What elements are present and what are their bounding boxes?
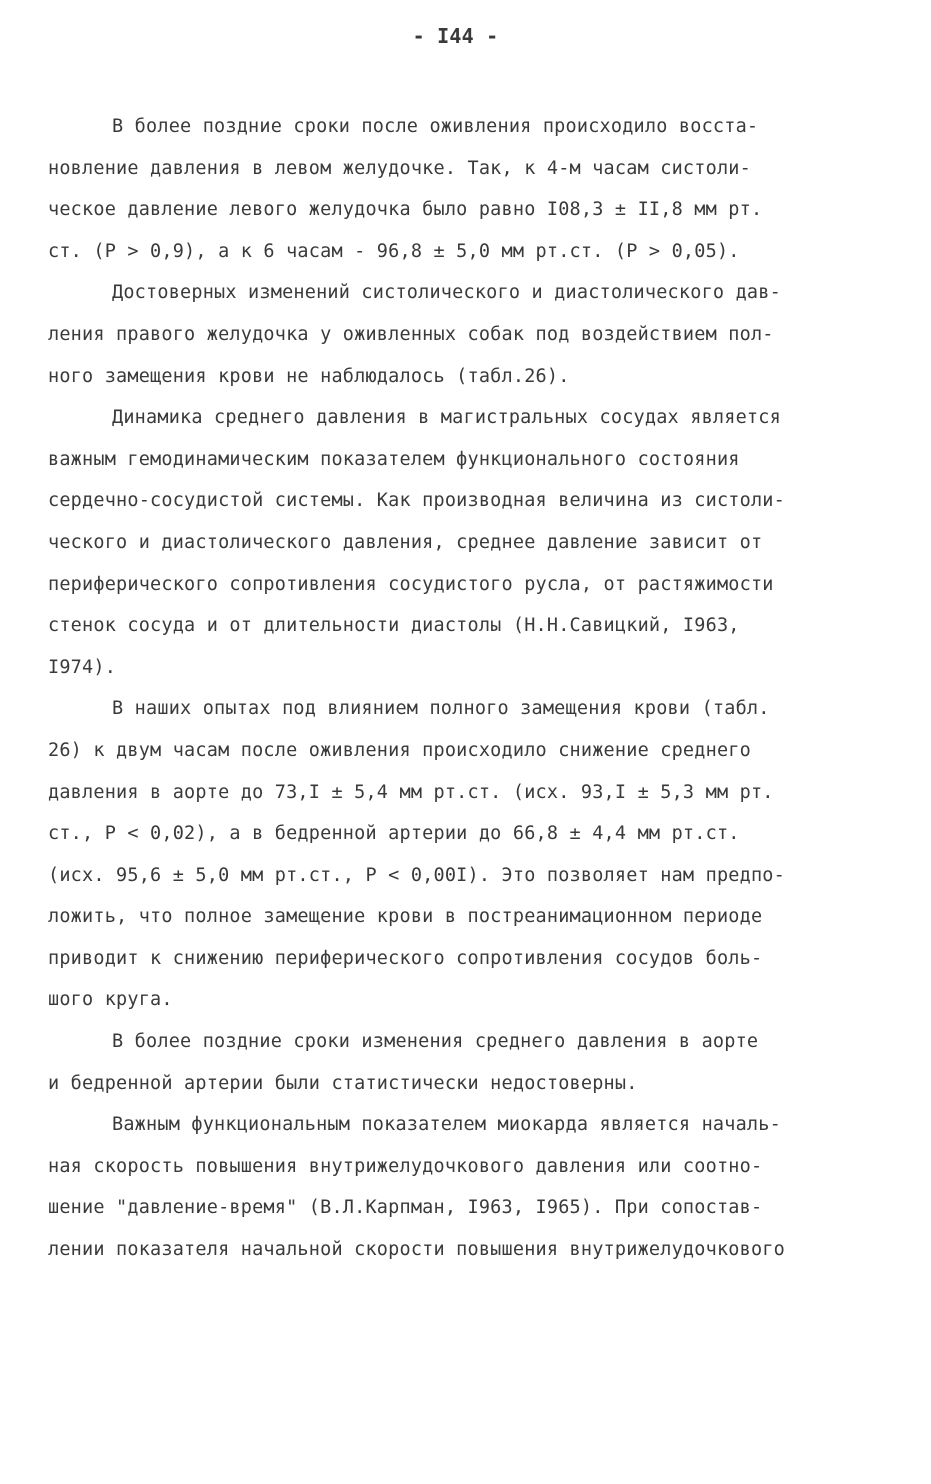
text-line: ст. (P > 0,9), а к 6 часам - 96,8 ± 5,0 мм рт.ст. (P > 0,05). xyxy=(48,240,740,262)
text-line: ного замещения крови не наблюдалось (табл.26). xyxy=(48,365,570,387)
text-line: сердечно-сосудистой системы. Как производная величина из систоли- xyxy=(48,490,785,512)
text-line: ческого и диастолического давления, среднее давление зависит от xyxy=(48,531,763,553)
text-line: Важным функциональным показателем миокарда является началь- xyxy=(112,1114,781,1136)
text-line: шого круга. xyxy=(48,989,173,1011)
text-line: I974). xyxy=(48,656,117,678)
text-line: и бедренной артерии были статистически недостоверны. xyxy=(48,1072,638,1094)
text-line: ст., P < 0,02), а в бедренной артерии до 66,8 ± 4,4 мм рт.ст. xyxy=(48,823,740,845)
text-line: периферического сопротивления сосудистого русла, от растяжимости xyxy=(48,573,774,595)
text-line: В более поздние сроки после оживления происходило восста- xyxy=(112,116,759,137)
text-line: (исх. 95,6 ± 5,0 мм рт.ст., P < 0,00I). Это позволяет нам предпо- xyxy=(48,864,785,886)
text-line: ления правого желудочка у оживленных собак под воздействием пол- xyxy=(48,323,774,345)
text-line: Достоверных изменений систолического и диастолического дав- xyxy=(112,282,781,304)
text-line: давления в аорте до 73,I ± 5,4 мм рт.ст. (исх. 93,I ± 5,3 мм рт. xyxy=(48,781,774,803)
text-line: стенок сосуда и от длительности диастолы (Н.Н.Савицкий, I963, xyxy=(48,615,740,637)
document-body xyxy=(48,106,884,1271)
text-line: В наших опытах под влиянием полного замещения крови (табл. xyxy=(112,698,770,720)
text-line: приводит к снижению периферического сопротивления сосудов боль- xyxy=(48,947,763,969)
text-line: новление давления в левом желудочке. Так, к 4-м часам систоли- xyxy=(48,157,751,179)
text-line: 26) к двум часам после оживления происходило снижение среднего xyxy=(48,739,751,761)
text-line: лении показателя начальной скорости повышения внутрижелудочкового xyxy=(48,1239,785,1261)
text-line: ложить, что полное замещение крови в постреанимационном периоде xyxy=(48,906,763,928)
text-line: шение "давление-время" (В.Л.Карпман, I963, I965). При сопостав- xyxy=(48,1197,763,1219)
page-number: - I44 - xyxy=(412,24,499,48)
text-line: ческое давление левого желудочка было равно I08,3 ± II,8 мм рт. xyxy=(48,199,763,221)
text-line: ная скорость повышения внутрижелудочкового давления или соотно- xyxy=(48,1155,763,1177)
text-line: Динамика среднего давления в магистральных сосудах является xyxy=(112,407,781,429)
text-line: важным гемодинамическим показателем функционального состояния xyxy=(48,448,740,470)
text-line: В более поздние сроки изменения среднего давления в аорте xyxy=(112,1031,759,1053)
